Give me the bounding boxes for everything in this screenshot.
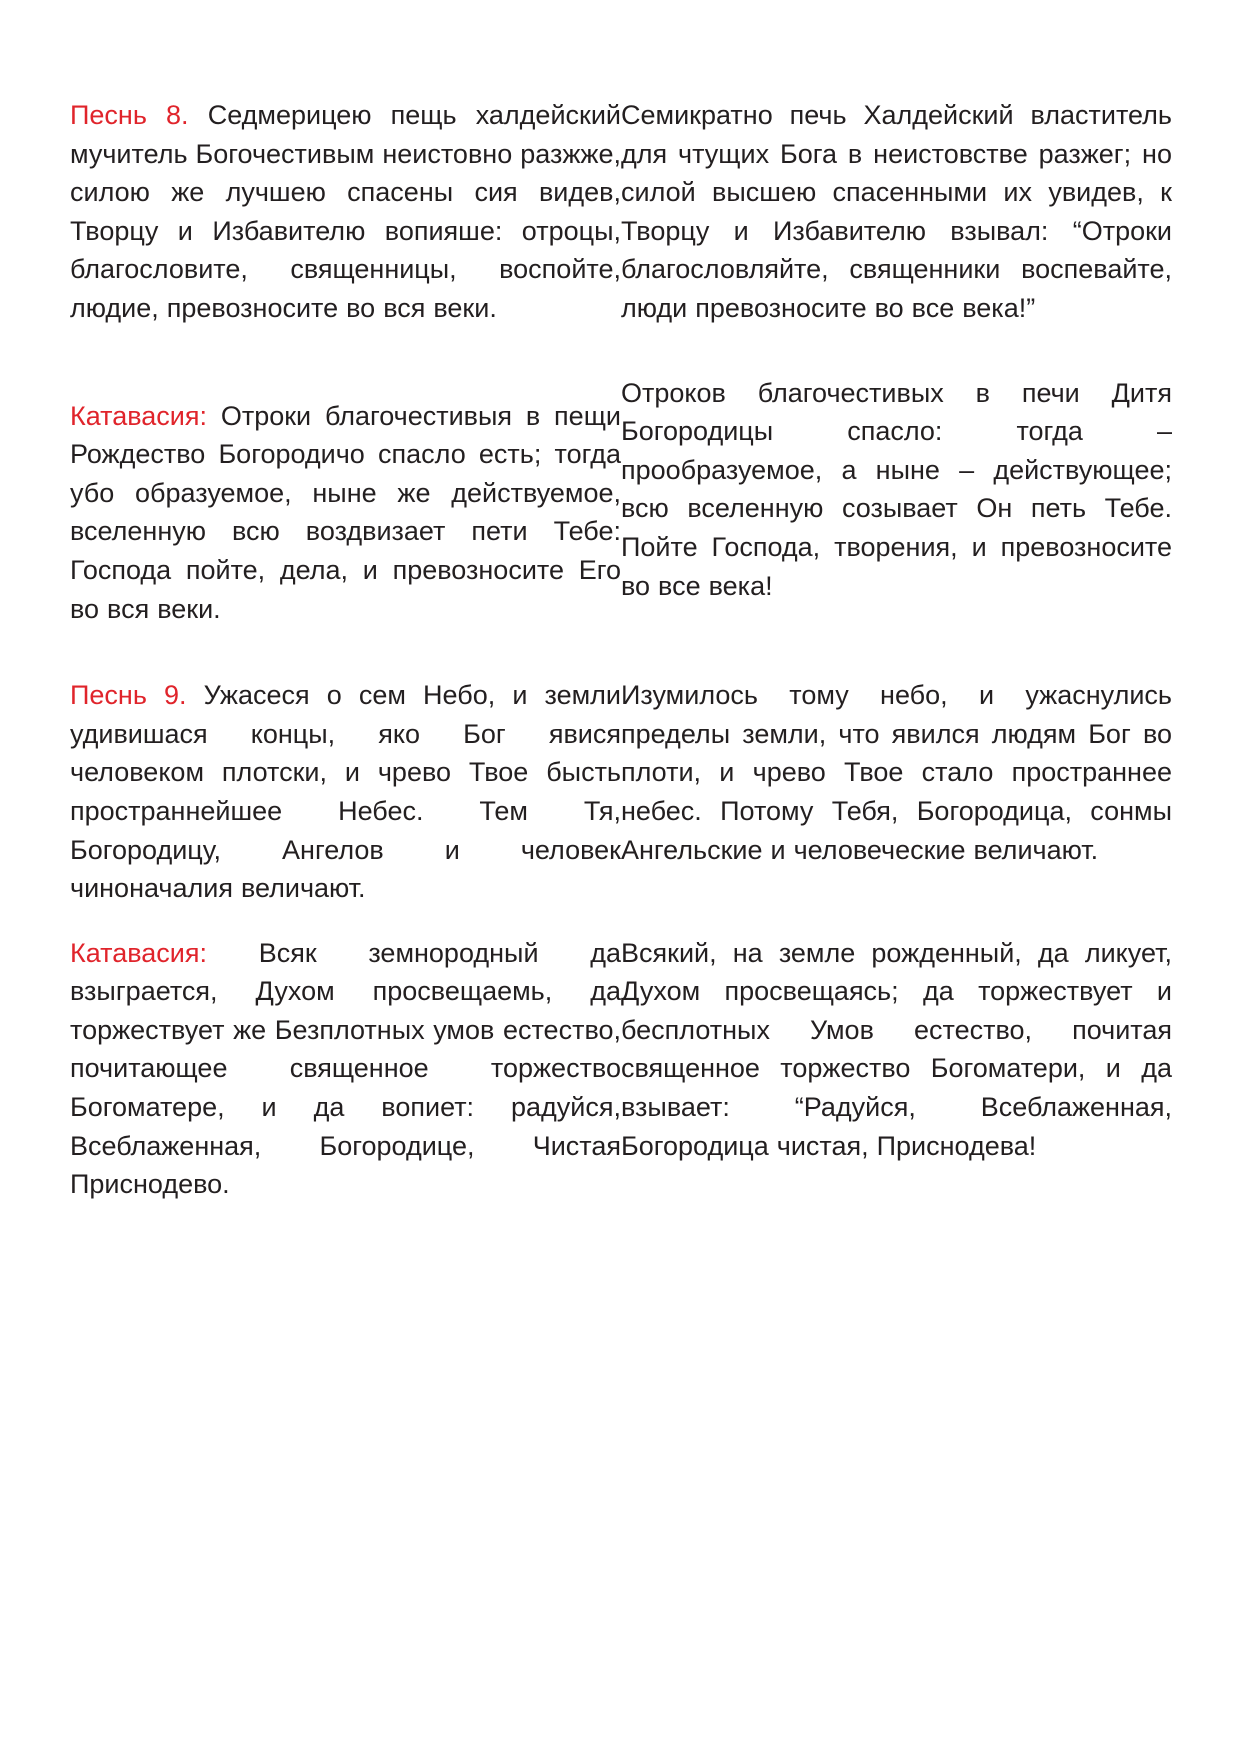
section-label: Катавасия: — [70, 400, 207, 431]
parallel-text-page — [70, 96, 1172, 1204]
russian-translation-text: Отроков благочестивых в печи Дитя Богородицы спасло: тогда – прообразуемое, а ныне – действующее; всю вселенную созывает Он петь Тебе. Пойте Господа, творения, и превозносите во все века! — [621, 377, 1172, 601]
section-text: Седмерицею пещь халдейский мучитель Богочестивым неистовно разжже, силою же лучшею спасены сия видев, Творцу и Избавителю вопияше: отроцы, благословите, священницы, воспойте, людие, превозносите во вся веки. — [70, 100, 622, 323]
section-label: Песнь 9. — [70, 680, 187, 711]
section-song-8 — [70, 96, 1172, 328]
russian-translation-text: Всякий, на земле рожденный, да ликует, Духом просвещаясь; да торжествует и бесплотных Умов естество, почитая священное торжество Богоматери, и да взывает: “Радуйся, Всеблаженная, Богородица чистая, Приснодева! — [621, 937, 1172, 1161]
church-slavonic-text — [70, 676, 621, 908]
section-katavasia-9 — [70, 934, 1172, 1204]
section-text: Ужасеся о сем Небо, и земли удивишася концы, яко Бог явися человеком плотски, и чрево Твое бысть пространнейшее Небес. Тем Тя, Богородицу, Ангелов и человек чиноначалия величают. — [70, 680, 622, 904]
section-katavasia-8 — [70, 374, 1172, 629]
russian-translation-text: Семикратно печь Халдейский властитель для чтущих Бога в неистовстве разжег; но силой высшею спасенными их увидев, к Творцу и Избавителю взывал: “Отроки благословляйте, священники воспевайте, люди превозносите во все века!” — [621, 100, 1172, 323]
section-label: Катавасия: — [70, 937, 207, 968]
russian-translation-text: Изумилось тому небо, и ужаснулись пределы земли, что явился людям Бог во плоти, и чрево Твое стало пространнее небес. Потому Тебя, Богородица, сонмы Ангельские и человеческие величают. — [621, 680, 1172, 865]
church-slavonic-text — [70, 96, 621, 328]
section-text: Всяк земнородный да взыграется, Духом просвещаемь, да торжествует же Безплотных умов естество, почитающее священное торжество Богоматере, и да вопиет: радуйся, Всеблаженная, Богородице, Чистая Приснодево. — [70, 937, 621, 1200]
church-slavonic-text — [70, 934, 621, 1204]
church-slavonic-text — [70, 397, 621, 629]
section-text: Отроки благочестивыя в пещи Рождество Богородичо спасло есть; тогда убо образуемое, ныне же действуемое, вселенную всю воздвизает пети Тебе: Господа пойте, дела, и превозносите Его во вся веки. — [70, 400, 621, 624]
section-song-9 — [70, 676, 1172, 908]
section-label: Песнь 8. — [70, 100, 189, 130]
